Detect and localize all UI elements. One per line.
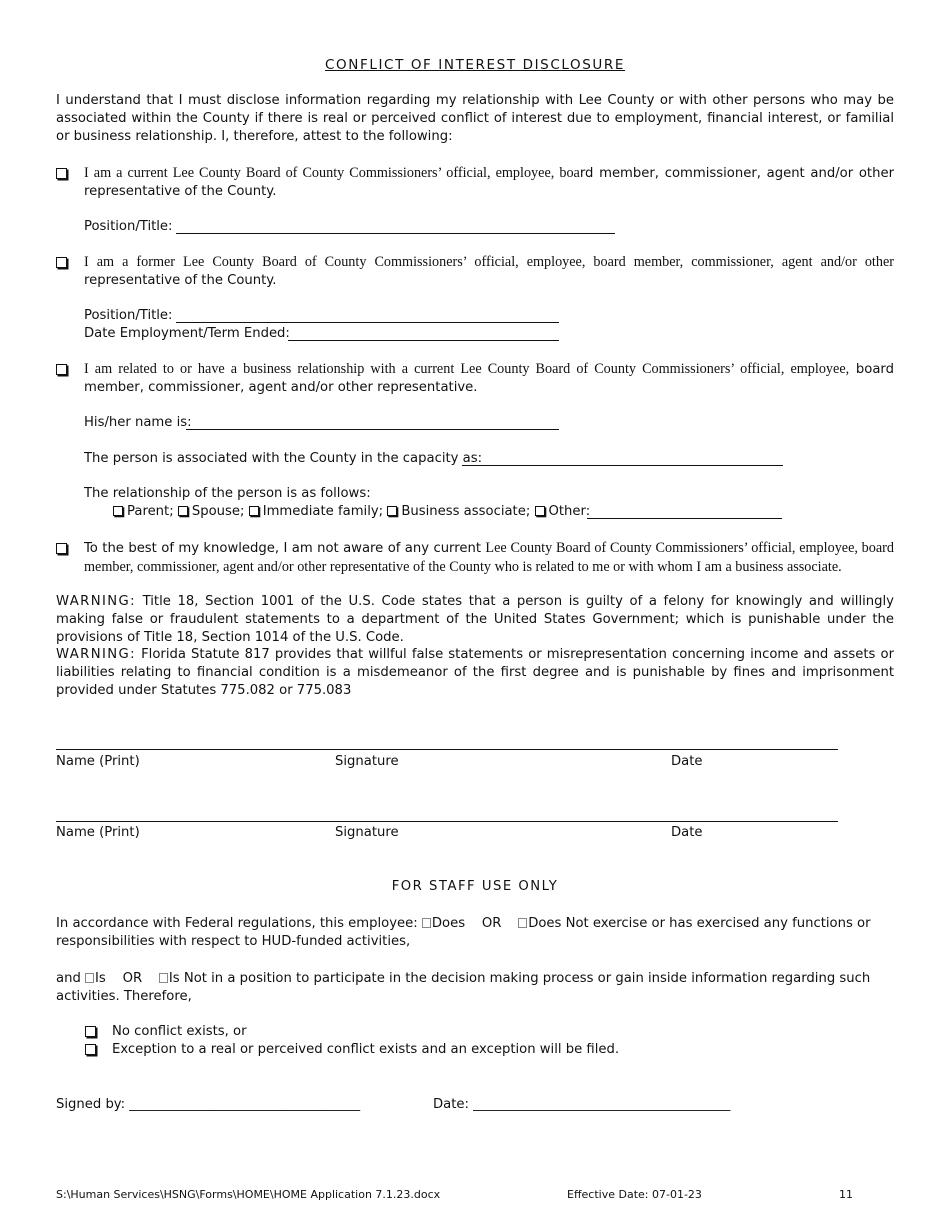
option4-checkbox[interactable] xyxy=(56,543,67,554)
signature-label: Signature xyxy=(335,754,399,769)
relationship-immediate-family[interactable]: Immediate family; xyxy=(249,504,383,519)
staff-paragraph-is: and Is OR Is Not in a position to participate in the decision making process or gain inside information regarding such activities. Therefore, xyxy=(56,971,871,1004)
signature-line-2[interactable] xyxy=(56,821,838,822)
is-not-checkbox[interactable] xyxy=(159,973,168,983)
option2-text: I am a former Lee County Board of County Commissioners’ official, employee, board member, commissioner, agent and/or other representative of the County. xyxy=(84,254,894,288)
footer-file-path: S:\Human Services\HSNG\Forms\HOME\HOME Application 7.1.23.docx xyxy=(56,1188,441,1201)
name-print-label: Name (Print) xyxy=(56,825,140,840)
intro-paragraph: I understand that I must disclose information regarding my relationship with Lee County or with other persons who may be associated within the County if there is real or perceived conflict of interest due to employment, financial interest, or familial or business relationship. I, therefore, attest to the following: xyxy=(56,93,894,144)
footer-effective-date: Effective Date: 07-01-23 xyxy=(567,1188,702,1201)
option1-position-label: Position/Title: xyxy=(84,219,173,234)
warning-title18: WARNING: Title 18, Section 1001 of the U.S. Code states that a person is guilty of a felony for knowingly and willingly making false or fraudulent statements to a department of the United States Government; which is punishable under the provisions of Title 18, Section 1014 of the U.S. Code. xyxy=(56,594,894,645)
staff-date-field[interactable]: Date: _______________________________________ xyxy=(433,1097,731,1112)
option1-checkbox[interactable] xyxy=(56,168,67,179)
option3-name-field[interactable] xyxy=(186,429,559,430)
date-label: Date xyxy=(671,825,703,840)
no-conflict-label: No conflict exists, or xyxy=(112,1024,247,1039)
name-print-label: Name (Print) xyxy=(56,754,140,769)
signature-line-1[interactable] xyxy=(56,749,838,750)
relationship-options xyxy=(113,503,590,521)
option1-position-field[interactable] xyxy=(176,233,615,234)
other-checkbox[interactable] xyxy=(535,506,545,516)
does-checkbox[interactable] xyxy=(422,918,431,928)
business-associate-checkbox[interactable] xyxy=(387,506,397,516)
option2-position-field[interactable] xyxy=(176,322,559,323)
relationship-spouse[interactable]: Spouse; xyxy=(178,504,245,519)
warning-florida-statute: WARNING: Florida Statute 817 provides that willful false statements or misrepresentation concerning income and assets or liabilities relating to financial condition is a misdemeanor of the first degree and is punishable by fines and imprisonment provided under Statutes 775.082 or 775.083 xyxy=(56,647,894,698)
option3-relationship-label: The relationship of the person is as follows: xyxy=(84,486,371,501)
option3-text: I am related to or have a business relationship with a current Lee County Board of County Commissioners’ official, employee, board member, commissioner, agent and/or other representative. xyxy=(84,361,894,395)
relationship-other[interactable]: Other: xyxy=(535,504,591,519)
exception-label: Exception to a real or perceived conflict exists and an exception will be filed. xyxy=(112,1042,620,1057)
no-conflict-checkbox[interactable] xyxy=(85,1026,96,1037)
relationship-other-field[interactable] xyxy=(587,518,782,519)
option2-checkbox[interactable] xyxy=(56,257,67,268)
option2-date-label: Date Employment/Term Ended: xyxy=(84,326,290,341)
relationship-parent[interactable]: Parent; xyxy=(113,504,174,519)
spouse-checkbox[interactable] xyxy=(178,506,188,516)
signed-by-field[interactable]: Signed by: ___________________________________ xyxy=(56,1097,361,1112)
signature-label: Signature xyxy=(335,825,399,840)
option2-date-field[interactable] xyxy=(288,340,559,341)
page-title: CONFLICT OF INTEREST DISCLOSURE xyxy=(325,57,625,73)
option3-capacity-label: The person is associated with the County in the capacity as: xyxy=(84,451,483,466)
option2-position-label: Position/Title: xyxy=(84,308,173,323)
option3-capacity-field[interactable] xyxy=(462,465,783,466)
option4-text: To the best of my knowledge, I am not aware of any current Lee County Board of County Commissioners’ official, employee, board member, commissioner, agent and/or other representative of the County who is related to me or with whom I am a business associate. xyxy=(84,540,894,575)
date-label: Date xyxy=(671,754,703,769)
staff-paragraph-does: In accordance with Federal regulations, this employee: Does OR Does Not exercise or has exercised any functions or responsibilities with respect to HUD-funded activities, xyxy=(56,916,871,949)
option1-text: I am a current Lee County Board of County Commissioners’ official, employee, board member, commissioner, agent and/or other representative of the County. xyxy=(84,165,894,199)
relationship-business-associate[interactable]: Business associate; xyxy=(387,504,530,519)
immediate-family-checkbox[interactable] xyxy=(249,506,259,516)
option3-checkbox[interactable] xyxy=(56,364,67,375)
is-checkbox[interactable] xyxy=(85,973,94,983)
parent-checkbox[interactable] xyxy=(113,506,123,516)
does-not-checkbox[interactable] xyxy=(518,918,527,928)
staff-use-heading: FOR STAFF USE ONLY xyxy=(391,879,559,894)
exception-checkbox[interactable] xyxy=(85,1044,96,1055)
option3-name-label: His/her name is: xyxy=(84,415,192,430)
footer-page-number: 11 xyxy=(839,1188,853,1201)
